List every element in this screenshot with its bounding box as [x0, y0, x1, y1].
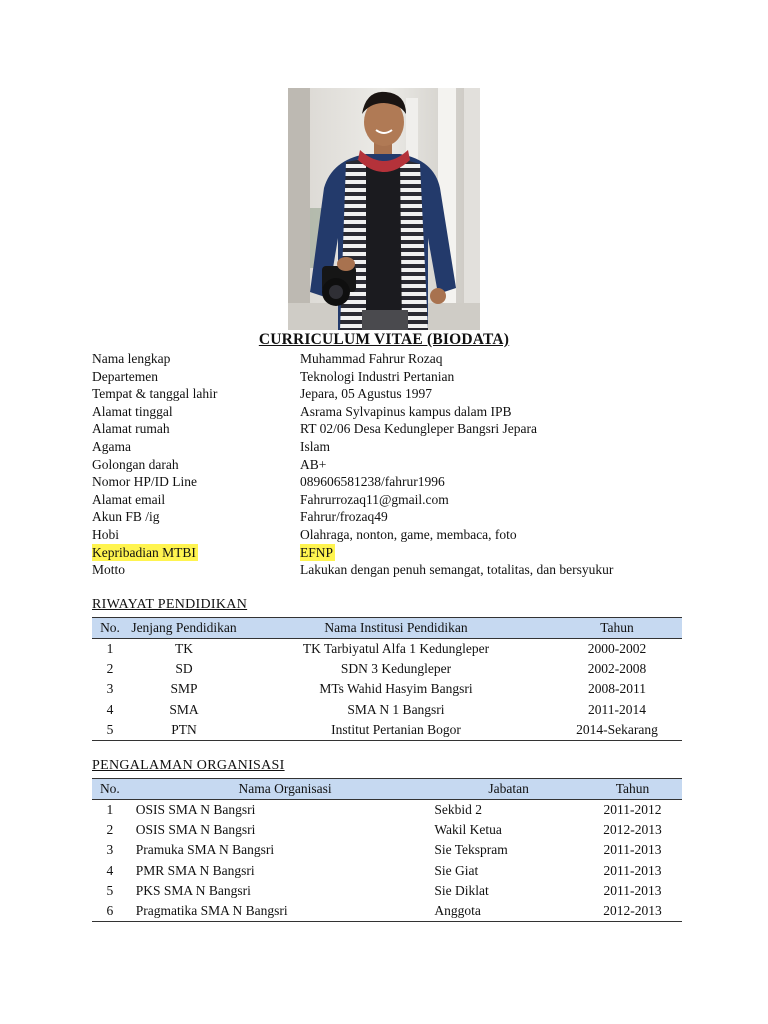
table-cell: 2011-2013	[603, 842, 662, 858]
bio-row-nomor-hp	[92, 473, 692, 491]
table-cell: 2011-2013	[603, 862, 662, 878]
bio-label: Alamat rumah	[92, 421, 170, 437]
bio-label: Golongan darah	[92, 456, 179, 472]
bio-row-akun	[92, 508, 692, 526]
table-cell: SDN 3 Kedungleper	[340, 661, 452, 677]
bio-row-golongan-darah	[92, 456, 692, 474]
table-cell: PKS SMA N Bangsri	[135, 882, 251, 898]
bio-row-motto	[92, 561, 692, 579]
bio-row-hobi	[92, 526, 692, 544]
table-row	[92, 901, 682, 922]
table-cell: 3	[106, 681, 114, 697]
bio-label: Hobi	[92, 526, 119, 542]
table-cell: 2011-2014	[588, 701, 646, 717]
table-cell: 2008-2011	[588, 681, 646, 697]
column-header: No.	[92, 618, 128, 639]
table-cell: Sekbid 2	[434, 802, 482, 818]
table-cell: TK	[175, 641, 193, 657]
table-header-row	[92, 779, 682, 800]
bio-row-alamat-tinggal	[92, 403, 692, 421]
table-row	[92, 659, 682, 679]
bio-label: Kepribadian MTBI	[92, 544, 196, 560]
column-header: No.	[92, 779, 128, 800]
biodata-list	[92, 350, 692, 579]
table-row	[92, 800, 682, 821]
table-row	[92, 639, 682, 660]
table-cell: 5	[106, 882, 114, 898]
bio-row-agama	[92, 438, 692, 456]
bio-label: Akun FB /ig	[92, 509, 160, 525]
bio-row-nama	[92, 350, 692, 368]
table-cell: 2002-2008	[587, 661, 647, 677]
bio-label: Nomor HP/ID Line	[92, 474, 197, 490]
table-row	[92, 700, 682, 720]
table-cell: PTN	[128, 720, 240, 741]
bio-value: Fahrur/frozaq49	[300, 509, 388, 525]
table-cell: SMA	[169, 701, 199, 717]
bio-value: 089606581238/fahrur1996	[300, 474, 445, 490]
table-cell: PMR SMA N Bangsri	[135, 862, 255, 878]
bio-label: Agama	[92, 438, 131, 454]
bio-label: Motto	[92, 562, 126, 578]
table-cell: 4	[106, 862, 114, 878]
column-header: Tahun	[552, 618, 682, 639]
bio-label: Alamat email	[92, 491, 166, 507]
table-cell: 2	[106, 661, 114, 677]
table-cell: Pragmatika SMA N Bangsri	[128, 901, 435, 922]
table-cell: SD	[175, 661, 193, 677]
education-section-title: RIWAYAT PENDIDIKAN	[92, 597, 248, 612]
table-row	[92, 820, 682, 840]
organization-section-title: PENGALAMAN ORGANISASI	[92, 758, 285, 773]
bio-label: Nama lengkap	[92, 351, 171, 366]
column-header: Jenjang Pendidikan	[128, 618, 240, 639]
table-row	[92, 679, 682, 699]
table-cell: Sie Diklat	[434, 882, 489, 898]
bio-row-kepribadian	[92, 544, 692, 562]
table-cell: MTs Wahid Hasyim Bangsri	[319, 681, 473, 697]
table-cell: Sie Giat	[434, 862, 479, 878]
organization-table	[92, 778, 682, 922]
column-header: Tahun	[583, 779, 682, 800]
column-header: Nama Institusi Pendidikan	[240, 618, 552, 639]
bio-label: Tempat & tanggal lahir	[92, 386, 218, 402]
table-header-row	[92, 618, 682, 639]
cv-title: CURRICULUM VITAE (BIODATA)	[258, 331, 510, 348]
table-cell: 2012-2013	[603, 822, 662, 838]
bio-value: Teknologi Industri Pertanian	[300, 368, 455, 384]
table-cell: 2	[106, 822, 114, 838]
table-cell: SMA N 1 Bangsri	[347, 701, 445, 717]
bio-value: AB+	[300, 456, 327, 472]
table-row	[92, 840, 682, 860]
table-cell: Sie Tekspram	[434, 842, 508, 858]
bio-row-ttl	[92, 385, 692, 403]
table-cell: 2011-2012	[603, 802, 662, 818]
education-table	[92, 617, 682, 741]
bio-row-email	[92, 491, 692, 509]
bio-value: Islam	[300, 438, 330, 454]
table-cell: SMP	[170, 681, 198, 697]
table-cell: Institut Pertanian Bogor	[240, 720, 552, 741]
table-row	[92, 881, 682, 901]
table-cell: OSIS SMA N Bangsri	[135, 822, 256, 838]
table-cell: Pramuka SMA N Bangsri	[135, 842, 275, 858]
table-cell: OSIS SMA N Bangsri	[135, 802, 256, 818]
table-cell: 5	[92, 720, 128, 741]
table-cell: 2012-2013	[583, 901, 682, 922]
table-cell: 1	[106, 641, 114, 657]
bio-value: RT 02/06 Desa Kedungleper Bangsri Jepara	[300, 421, 538, 437]
table-cell: 2014-Sekarang	[552, 720, 682, 741]
bio-value: EFNP	[300, 544, 334, 560]
bio-value: Fahrurrozaq11@gmail.com	[300, 491, 449, 507]
table-cell: Anggota	[434, 901, 583, 922]
table-cell: 4	[106, 701, 114, 717]
table-cell: 3	[106, 842, 114, 858]
bio-value: Lakukan dengan penuh semangat, totalitas, dan bersyukur	[300, 562, 614, 578]
table-row	[92, 720, 682, 741]
table-cell: TK Tarbiyatul Alfa 1 Kedungleper	[302, 641, 490, 657]
table-cell: 2000-2002	[587, 641, 647, 657]
table-cell: 1	[106, 802, 114, 818]
table-row	[92, 861, 682, 881]
bio-label: Alamat tinggal	[92, 403, 173, 419]
bio-row-departemen	[92, 368, 692, 386]
profile-photo	[288, 88, 480, 330]
column-header: Nama Organisasi	[128, 779, 435, 800]
bio-value: Muhammad Fahrur Rozaq	[300, 351, 443, 366]
bio-value: Olahraga, nonton, game, membaca, foto	[300, 526, 517, 542]
bio-label: Departemen	[92, 368, 158, 384]
table-cell: 2011-2013	[603, 882, 662, 898]
bio-value: Asrama Sylvapinus kampus dalam IPB	[300, 403, 512, 419]
table-cell: 6	[92, 901, 128, 922]
bio-row-alamat-rumah	[92, 420, 692, 438]
table-cell: Wakil Ketua	[434, 822, 502, 838]
column-header: Jabatan	[434, 779, 583, 800]
bio-value: Jepara, 05 Agustus 1997	[300, 386, 432, 402]
